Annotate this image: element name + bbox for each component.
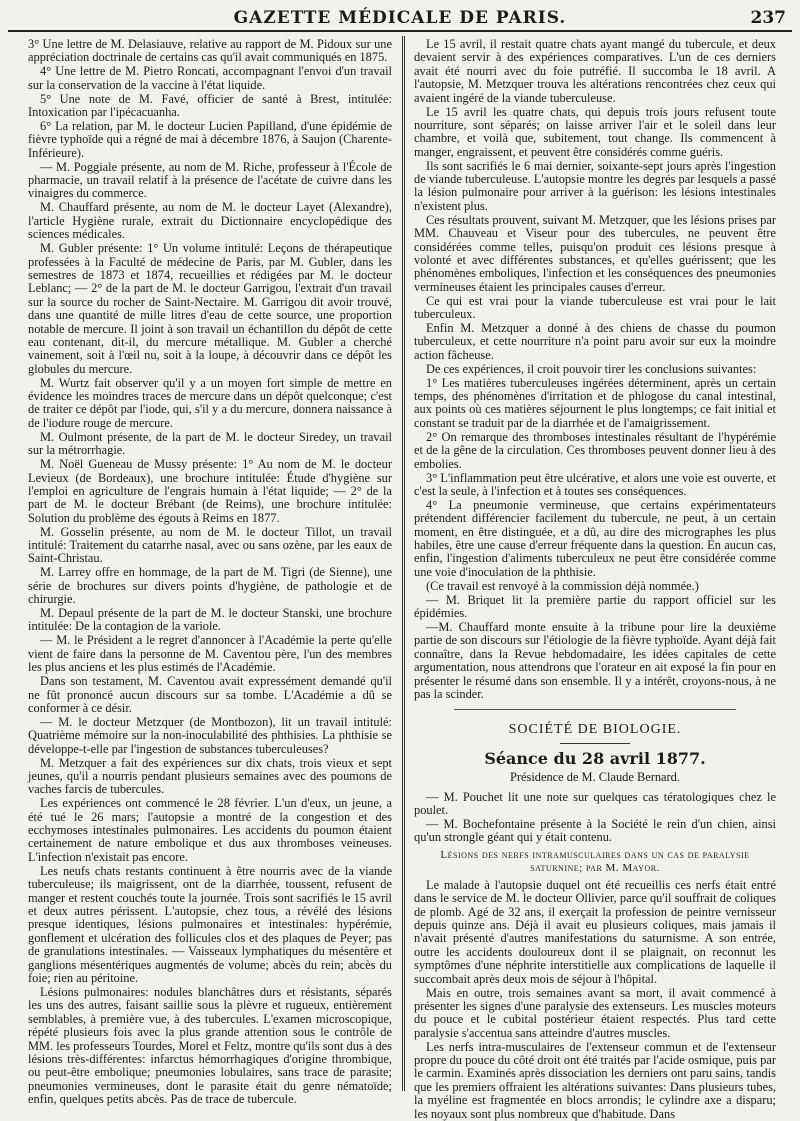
paragraph: Mais en outre, trois semaines avant sa mort, il avait commencé à présenter les signes d'une paralysie des extenseurs. Les muscles moteurs du pouce et le cubital postérieur étaient respectés. Plus tard cette paralysie s'accentua sans atteindre d'autres muscles. [414,985,776,1040]
paragraph: M. Oulmont présente, de la part de M. le docteur Siredey, un travail sur la métrorrhagie. [28,429,392,458]
paragraph: M. Wurtz fait observer qu'il y a un moyen fort simple de mettre en évidence les moindres traces de mercure dans un dépôt quelconque; c'est de traiter ce dépôt par l'iode, qui, s'il y a du mercure, donnera naissance à de l'iodure rouge de mercure. [28,375,392,430]
paragraph: De ces expériences, il croit pouvoir tirer les conclusions suivantes: [426,361,757,376]
paragraph: M. Gosselin présente, au nom de M. le docteur Tillot, un travail intitulé: Traitement du catarrhe nasal, avec ou sans ozène, par les eaux de Saint-Christau. [28,524,392,566]
paragraph: M. Noël Gueneau de Mussy présente: 1° Au nom de M. le docteur Levieux (de Bordeaux), une brochure intitulée: Étude d'hygiène sur l'emploi en agriculture de l'engrais humain à l'état liquide; — 2° de la part de M. le docteur Brébant (de Reims), une brochure intitulée: Solution du problème des égouts à Reims en 1877. [28,457,392,525]
paragraph: — M. Poggiale présente, au nom de M. Riche, professeur à l'École de pharmacie, un travail relatif à la présence de l'acétate de cuivre dans les vinaigres du commerce. [28,159,392,201]
header-rule [8,30,792,32]
society-title: SOCIÉTÉ DE BIOLOGIE. [508,722,682,738]
paragraph: M. Metzquer a fait des expériences sur dix chats, trois vieux et sept jeunes, qu'il a nourris pendant plusieurs semaines avec des poumons de vaches farcis de tubercules. [28,755,392,797]
paragraph: M. Gubler présente: 1° Un volume intitulé: Leçons de thérapeutique professées à la Faculté de médecine de Paris, par M. Gubler, dans les semestres de 1873 et 1874, recueillies et rédigées par M. le docteur Leblanc; — 2° de la part de M. le docteur Garrigou, l'extrait d'un travail sur la source du rocher de Saint-Nectaire. M. Garrigou dit avoir trouvé, dans une quantité de mille litres d'eau de cette source, une proportion notable de mercure. Il joint à son travail un échantillon du dépôt de cette eau contenant, dit-il, du mercure métallique. M. Gubler a cherché vainement, soit à l'œil nu, soit à la loupe, à découvrir dans ce dépôt les globules du mercure. [28,241,392,376]
paragraph: — M. Briquet lit la première partie du rapport officiel sur les épidémies. [414,592,776,621]
journal-title: GAZETTE MÉDICALE DE PARIS. [233,8,567,28]
paragraph: 5° Une note de M. Favé, officier de santé à Brest, intitulée: Intoxication par l'ipécacuanha. [28,91,392,120]
paragraph: 4° Une lettre de M. Pietro Roncati, accompagnant l'envoi d'un travail sur la conservation de la vaccine à l'état liquide. [28,64,392,92]
paragraph: Les nerfs intra-musculaires de l'extenseur commun et de l'extenseur propre du pouce du côté droit ont été traités par l'acide osmique, puis par le carmin. Examinés après dissociation les derniers ont paru sains, tandis que les premiers offraient les altérations suivantes: Dans plusieurs tubes, la myéline est fragmentée en blocs arrondis; le cylindre axe a disparu; les noyaux sont plus nombreux que d'habitude. Dans [414,1039,776,1121]
paragraph: 3° Une lettre de M. Delasiauve, relative au rapport de M. Pidoux sur une appréciation doctrinale de certains cas qu'il avait communiqués en 1875. [28,37,392,65]
seance-title: Séance du 28 avril 1877. [484,748,706,768]
paragraph: 1° Les matières tuberculeuses ingérées déterminent, après un certain temps, des phénomènes d'irritation et de phlogose du canal intestinal, aux points où ces matières séjournent le plus longtemps; ce fait initial et constant se traduit par de la diarrhée et de l'amaigrissement. [414,375,776,430]
paragraph: Ce qui est vrai pour la viande tuberculeuse est vrai pour le lait tuberculeux. [414,293,776,322]
paragraph: — M. Bochefontaine présente à la Société le rein d'un chien, ainsi qu'un strongle géant qui y était contenu. [414,816,776,845]
paragraph: M. Larrey offre en hommage, de la part de M. Tigri (de Sienne), une série de brochures sur divers points d'hygiène, de pathologie et de chirurgie. [28,565,392,607]
paragraph: M. Chauffard présente, au nom de M. le docteur Layet (Alexandre), l'article Hygiène rurale, extrait du Dictionnaire encyclopédique des sciences médicales. [28,200,392,242]
page-number: 237 [750,8,786,28]
paragraph: 2° On remarque des thromboses intestinales résultant de l'hypérémie et de la gêne de la circulation. Ces thromboses peuvent donner lieu à des embolies. [414,429,776,471]
left-column [28,37,392,1107]
paragraph: Les expériences ont commencé le 28 février. L'un d'eux, un jeune, a été tué le 26 mars; l'autopsie a montré de la congestion et des ecchymoses intestinales pulmonaires. Les accidents du poumon étaient certainement de nature embolique et dus aux thromboses veineuses. L'infection n'existait pas encore. [28,796,392,864]
section-heading: Lésions des nerfs intramusculaires dans un cas de paralysie saturnine; par M. Mayor. [440,848,750,874]
paragraph: Enfin M. Metzquer a donné à des chiens de chasse du poumon tuberculeux, et cette nourriture n'a point paru avoir sur eux la moindre action fâcheuse. [414,321,776,362]
paragraph: Le 15 avril les quatre chats, qui depuis trois jours refusent toute nourriture, sont séparés; on laisse arriver l'air et le soleil dans leur chambre, et voilà que, subitement, tout change. Ils commencent à manger, engraissent, et peuvent être considérés comme guéris. [414,104,776,159]
paragraph: — M. Pouchet lit une note sur quelques cas tératologiques chez le poulet. [414,789,776,818]
paragraph: Ces résultats prouvent, suivant M. Metzquer, que les lésions prises par MM. Chauveau et Viseur pour des tubercules, ne peuvent être considérées comme telles, puisqu'on produit ces lésions presque à volonté et avec différentes substances, et qu'elles guérissent; que les phénomènes emboliques, l'infection et les conséquences des pneumonies vermineuses étaient les principales causes d'erreur. [414,212,776,294]
paragraph: Les neufs chats restants continuent à être nourris avec de la viande tuberculeuse; ils maigrissent, ont de la diarrhée, toussent, refusent de manger et restent couchés toute la journée. Trois sont sacrifiés le 15 avril et deux autres périssent. L'autopsie, chez tous, a révélé des lésions presque identiques, lésions pulmonaires et intestinales: hypérémie, gonflement et ulcération des follicules clos et des plaques de Peyer; pas de granulations intestinales. — Vaisseaux lymphatiques du mésentère et ganglions mésentériques augmentés de volume; abcès du rein; abcès du foie; rien au péritoine. [28,863,392,986]
column-divider [402,36,405,1091]
section-separator [454,709,736,711]
paragraph: — M. le Président a le regret d'annoncer à l'Académie la perte qu'elle vient de faire dans la personne de M. Caventou père, l'un des membres les plus anciens et les plus estimés de l'Académie. [28,633,392,675]
presidence-line: Présidence de M. Claude Bernard. [510,770,680,785]
right-column [414,37,776,1121]
paragraph: — M. le docteur Metzquer (de Montbozon), lit un travail intitulé: Quatrième mémoire sur la non-inoculabilité des phthisies. La phthisie se développe-t-elle par l'ingestion de substances tuberculeuses? [28,714,392,756]
paragraph: Lésions pulmonaires: nodules blanchâtres durs et résistants, séparés les uns des autres, faisant saillie sous la plèvre et rugueux, entièrement semblables, à première vue, à des tubercules. L'examen microscopique, répété plusieurs fois avec la plus grande attention sous le contrôle de MM. les professeurs Tourdes, Morel et Feltz, montre qu'ils sont dus à des lésions très-différentes: infarctus hémorrhagiques d'origine thrombique, ou peut-être embolique; pneumonies lobulaires, sans trace de parasite; pneumonies vermineuses, dont le parasite était du genre nématoïde; enfin, quelques petits abcès. Pas de trace de tubercule. [28,984,392,1107]
paragraph: Le 15 avril, il restait quatre chats ayant mangé du tubercule, et deux devaient servir à des expériences comparatives. L'un de ces derniers avait été nourri avec du foie putréfié. Il succomba le 18 avril. A l'autopsie, M. Metzquer trouva les altérations rencontrées chez ceux qui avaient ingéré de la viande tuberculeuse. [414,37,776,105]
title-rule [560,743,630,744]
paragraph: Le malade à l'autopsie duquel ont été recueillis ces nerfs était entré dans le service de M. le docteur Ollivier, parce qu'il souffrait de coliques de plomb. Agé de 32 ans, il exerçait la profession de peintre vernisseur depuis quinze ans. Déjà il avait eu plusieurs coliques, mais jamais il n'avait présenté d'autres manifestations du saturnisme. A son entrée, outre les accidents douloureux dont il se plaignait, on reconnut les symptômes d'une néphrite interstitielle aux complications de laquelle il succombait après deux mois de séjour à l'hôpital. [414,877,776,986]
paragraph: Dans son testament, M. Caventou avait expressément demandé qu'il ne fût prononcé aucun discours sur sa tombe. L'Académie a dû se conformer à ce désir. [28,674,392,715]
paragraph: M. Depaul présente de la part de M. le docteur Stanski, une brochure intitulée: De la contagion de la variole. [28,606,392,634]
paragraph: 3° L'inflammation peut être ulcérative, et alors une voie est ouverte, et c'est la seule, à l'infection et à toutes ses conséquences. [414,470,776,498]
paragraph: 6° La relation, par M. le docteur Lucien Papilland, d'une épidémie de fièvre typhoïde qui a régné de mai à décembre 1876, à Saujon (Charente-Inférieure). [28,118,392,160]
paragraph: —M. Chauffard monte ensuite à la tribune pour lire la deuxième partie de son discours sur l'étiologie de la fièvre typhoïde. Ayant déjà fait connaître, dans la Revue hebdomadaire, les idées capitales de cette argumentation, nous attendrons que l'orateur en ait exposé la fin pour en présenter le résumé dans son ensemble. Il y a intérêt, croyons-nous, à ne pas la scinder. [414,619,776,701]
paragraph: (Ce travail est renvoyé à la commission déjà nommée.) [426,578,699,593]
paragraph: 4° La pneumonie vermineuse, que certains expérimentateurs prétendent différencier facilement du tubercule, ne peut, à un certain moment, en être distinguée, et a dû, au dire des micrographes les plus habiles, être une cause d'erreur fréquente dans la question. En aucun cas, enfin, l'ingestion d'aliments tuberculeux ne peut être considérée comme une voie d'inoculation de la phthisie. [414,497,776,579]
paragraph: Ils sont sacrifiés le 6 mai dernier, soixante-sept jours après l'ingestion de viande tuberculeuse. L'autopsie montre les degrés par lesquels a passé la lésion pulmonaire pour arriver à la guérison: les lésions intestinales n'existent plus. [414,158,776,213]
